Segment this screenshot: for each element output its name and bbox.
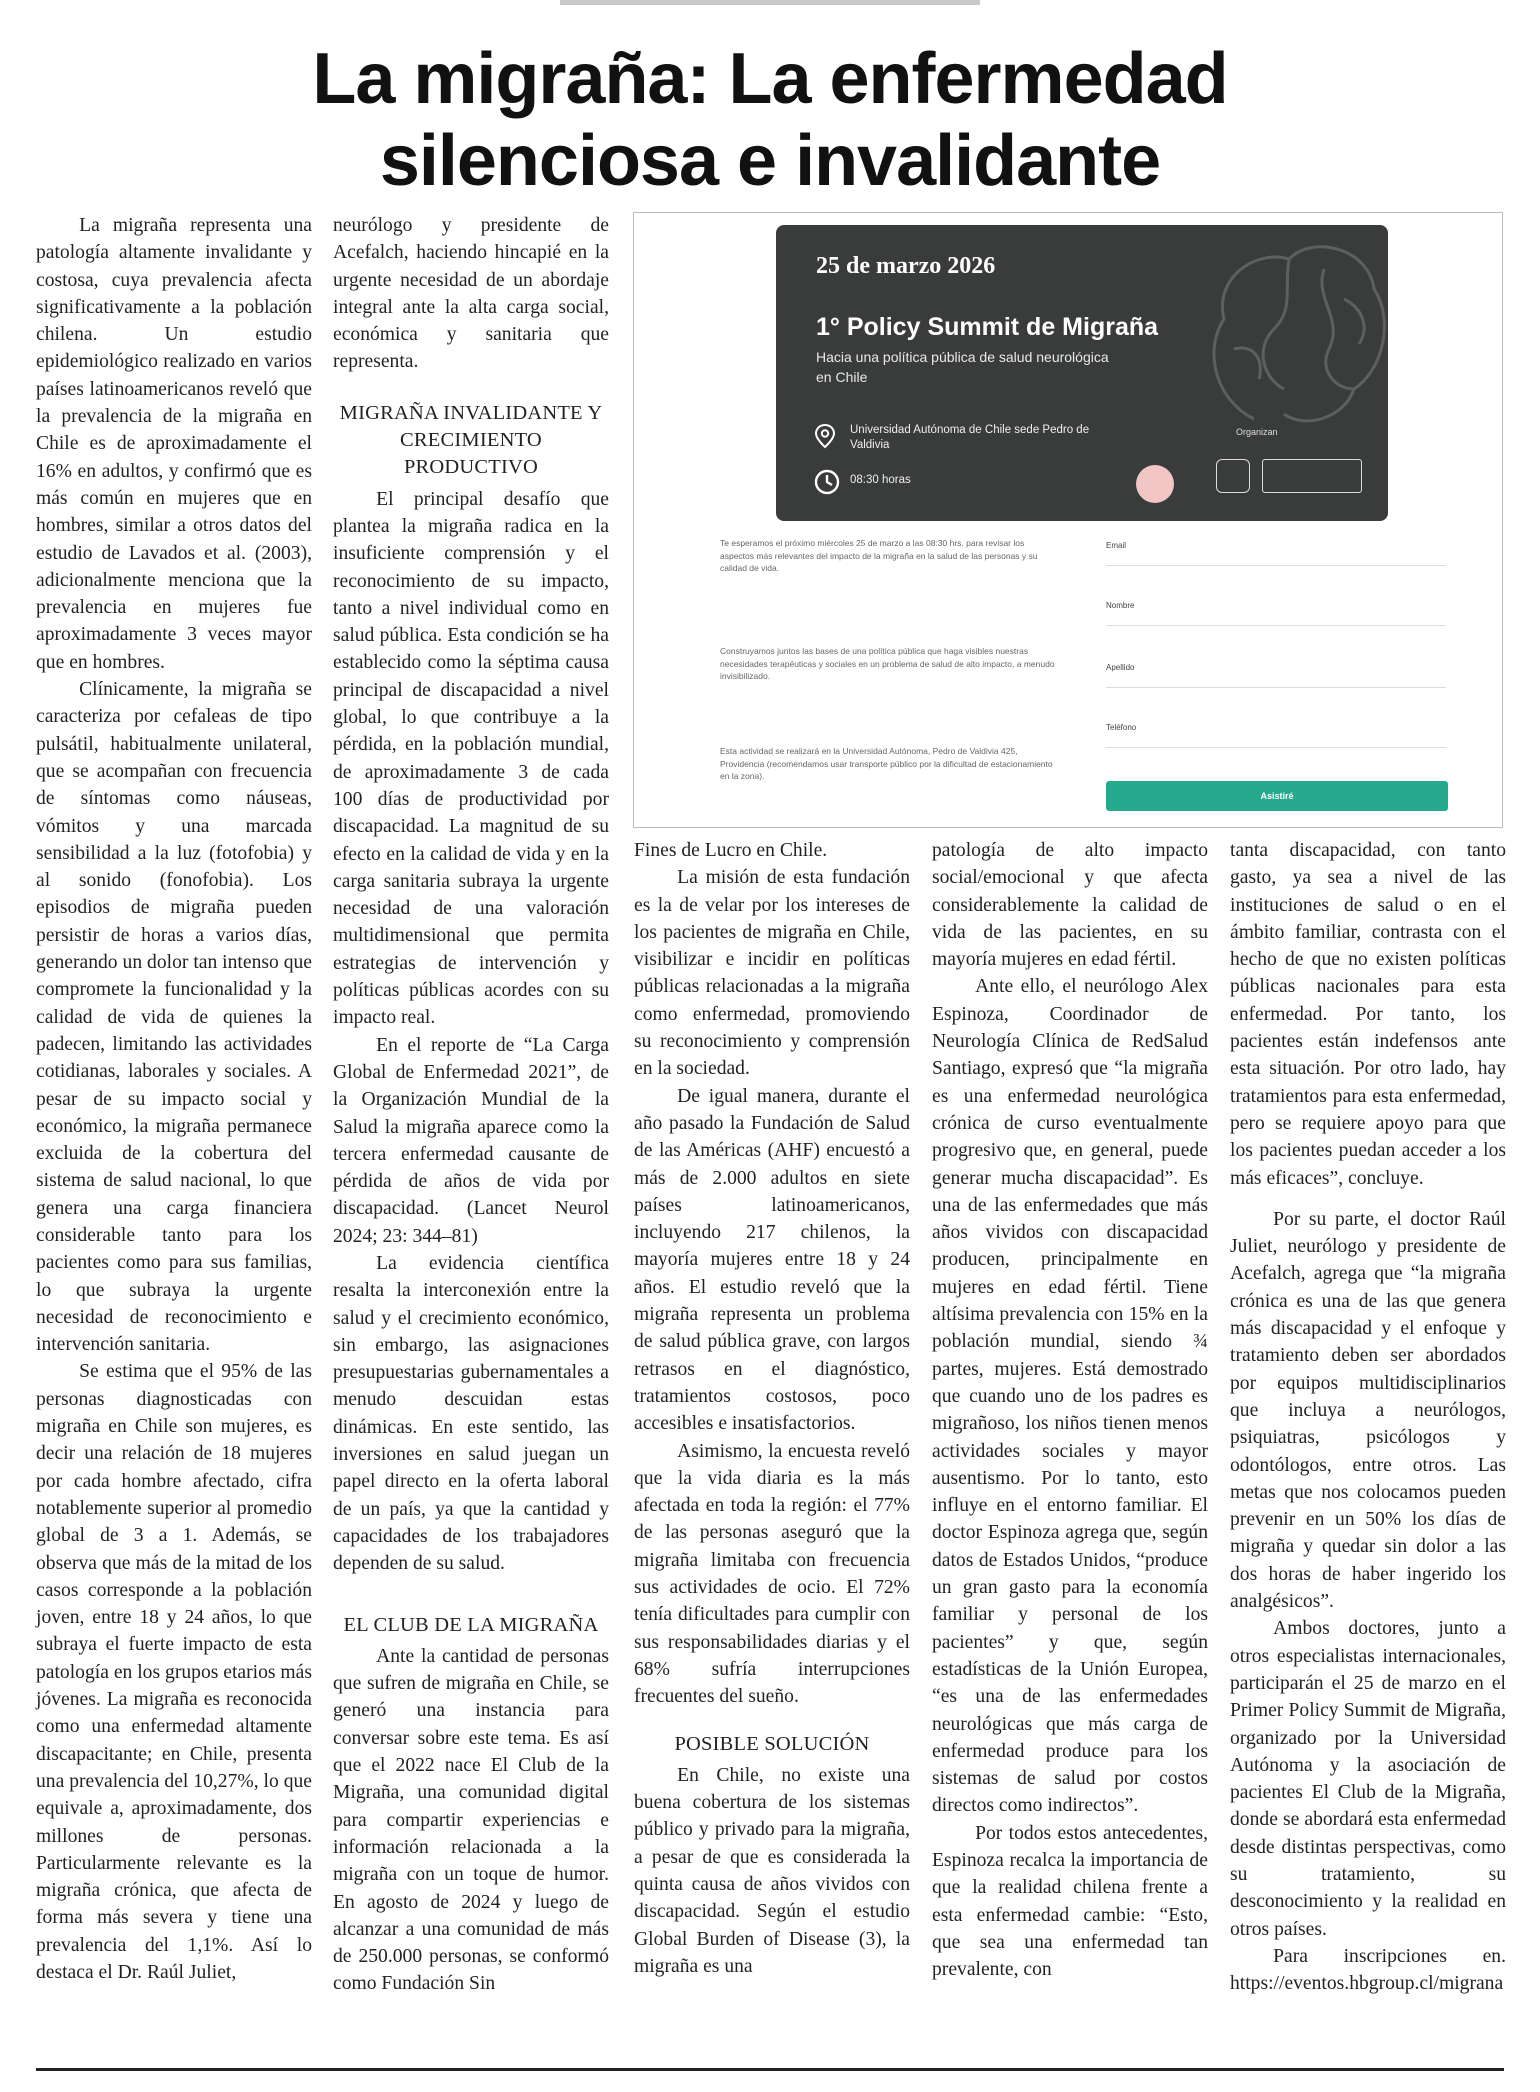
section-heading: POSIBLE SOLUCIÓN (674, 1732, 870, 1755)
paragraph: Fines de Lucro en Chile. (634, 840, 828, 861)
event-figure (633, 212, 1503, 828)
column-3 (634, 837, 910, 1980)
paragraph: neurólogo y presidente de Acefalch, haciendo hincapié en la urgente necesidad de un abordaje integral ante la alta carga social, económica y sanitaria que representa. (333, 215, 609, 373)
paragraph: El principal desafío que plantea la migraña radica en la insuficiente comprensión y el reconocimiento de su impacto, tanto a nivel individual como en salud pública. Esta condición se ha establecido como la séptima causa principal de discapacidad a nivel global, lo que contribuye a la pérdida, en la población mundial, de aproximadamente 3 de cada 100 días de productividad por discapacidad. La magnitud de su efecto en la calidad de vida y en la carga sanitaria subraya la urgente necesidad de una valoración multidimensional que permita estrategias de intervención y políticas públicas acordes con su impacto real. (333, 488, 609, 1029)
event-venue: Universidad Autónoma de Chile sede Pedro de Valdivia (850, 424, 1090, 451)
brain-icon (1194, 229, 1388, 439)
headline-line-2: silenciosa e invalidante (379, 121, 1161, 201)
column-5 (1230, 837, 1506, 1997)
form-intro-text: Te esperamos el próximo miércoles 25 de marzo a las 08:30 hrs. para revisar los aspectos más relevantes del impacto de la migraña en la salud de las personas y su calidad de vida. (720, 538, 1038, 573)
column-1 (36, 212, 312, 1986)
organizers-label: Organizan (1236, 427, 1278, 437)
paragraph: Clínicamente, la migraña se caracteriza por cefaleas de tipo pulsátil, habitualmente unilateral, que se acompañan con frecuencia de síntomas como náuseas, vómitos y una marcada sensibilidad a la luz (fotofobia) y al sonido (fonofobia). Los episodios de migraña pueden persistir de horas a varios días, generando un dolor tan intenso que compromete la funcionalidad y la calidad de vida de quienes la padecen, limitando las actividades cotidianas, laborales y sociales. A pesar de su impacto social y económico, la migraña permanece excluida de la cobertura del sistema de salud nacional, lo que genera una carga financiera considerable tanto para los pacientes como para sus familias, lo que subraya la urgente necesidad de reconocimiento e intervención sanitaria. (36, 679, 312, 1356)
university-logo (1262, 459, 1362, 493)
paragraph: patología de alto impacto social/emocional y que afecta considerablemente la calidad de vida de las pacientes, en su mayoría mujeres en edad fértil. (932, 840, 1208, 971)
paragraph: Ante la cantidad de personas que sufren de migraña en Chile, se generó una instancia para conversar sobre este tema. Es así que el 2022 nace El Club de la Migraña, una comunidad digital para compartir experiencias e información relacionada a la migraña con un toque de humor. En agosto de 2024 y luego de alcanzar a una comunidad de más de 250.000 personas, se conformó como Fundación Sin (333, 1645, 609, 1995)
form-body-text: Construyamos juntos las bases de una política pública que haga visibles nuestras necesidades terapéuticas y sociales en un problema de salud de alto impacto, a menudo invisibilizado. (720, 646, 1055, 681)
paragraph: En Chile, no existe una buena cobertura de los sistemas público y privado para la migraña, a pesar de que es considerada la quinta causa de años vividos con discapacidad. Según el estudio Global Burden of Disease (3), la migraña es una (634, 1764, 910, 1977)
paragraph: Se estima que el 95% de las personas diagnosticadas con migraña en Chile son mujeres, es decir una relación de 18 mujeres por cada hombre afectado, cifra notablemente superior al promedio global de 3 a 1. Además, se observa que más de la mitad de los casos corresponde a la población joven, entre 18 y 24 años, lo que subraya el fuerte impacto de esta patología en los grupos etarios más jóvenes. La migraña es reconocida como una enfermedad altamente discapacitante; en Chile, presenta una prevalencia del 10,27%, lo que equivale a, aproximadamente, dos millones de personas. Particularmente relevante es la migraña crónica, que afecta de forma más severa y tiene una prevalencia del 1,1%. Así lo destaca el Dr. Raúl Juliet, (36, 1361, 312, 1983)
registration-link[interactable]: Para inscripciones en. https://eventos.hbgroup.cl/migrana (1230, 1945, 1506, 1995)
location-pin-icon (814, 423, 836, 449)
paragraph: En el reporte de “La Carga Global de Enfermedad 2021”, de la Organización Mundial de la Salud la migraña aparece como la tercera enfermedad causante de pérdida de años de vida por discapacidad. (Lancet Neurol 2024; 23: 344–81) (333, 1034, 609, 1247)
paragraph: De igual manera, durante el año pasado la Fundación de Salud de las Américas (AHF) encuestó a más de 2.000 adultos en siete países latinoamericanos, incluyendo 217 chilenos, la mayoría mujeres entre 18 y 24 años. El estudio reveló que la migraña representa un problema de salud pública grave, con largos retrasos en el diagnóstico, tratamientos costosos, poco accesibles e insatisfactorios. (634, 1085, 910, 1435)
university-shield-logo (1216, 459, 1250, 493)
column-2 (333, 212, 609, 1998)
paragraph: tanta discapacidad, con tanto gasto, ya sea a nivel de las instituciones de salud o en el ámbito familiar, contrasta con el hecho de que no existen políticas públicas nacionales para esta enfermedad. Por tanto, los pacientes están indefensos ante esta situación. Por otro lado, hay tratamientos para esta enfermedad, pero se requiere apoyo para que los pacientes puedan acceder a los más eficaces”, concluye. (1230, 840, 1506, 1189)
attend-button[interactable]: Asistiré (1106, 781, 1448, 811)
paragraph: Por su parte, el doctor Raúl Juliet, neurólogo y presidente de Acefalch, agrega que “la migraña crónica es una de las que genera más discapacidad y el enfoque y tratamiento deben ser abordados por equipos multidisciplinarios que incluya a neurólogos, psiquiatras, psicólogos y odontólogos, entre otros. Las metas que nos colocamos pueden prevenir en un 50% los días de migraña y quedar sin dolor a las dos horas de haber ingerido los analgésicos”. (1230, 1208, 1506, 1613)
event-title: 1° Policy Summit de Migraña (816, 313, 1159, 341)
lastname-field[interactable] (1106, 687, 1446, 688)
bottom-rule (36, 2068, 1504, 2071)
paragraph: La evidencia científica resalta la interconexión entre la salud y el crecimiento económico, sin embargo, las asignaciones presupuestarias gubernamentales a menudo descuidan estas dinámicas. En este sentido, las inversiones en salud juegan un papel directo en la oferta laboral de un país, ya que la cantidad y capacidades de los trabajadores dependen de su salud. (333, 1252, 609, 1575)
paragraph: La migraña representa una patología altamente invalidante y costosa, cuya prevalencia afecta significativamente a la población chilena. Un estudio epidemiológico realizado en varios países latinoamericanos reveló que la prevalencia de la migraña en Chile es de aproximadamente el 16% en adultos, y confirmó que es más común en mujeres que en hombres, similar a otros datos del estudio de Lavados et al. (2003), adicionalmente menciona que la prevalencia en mujeres fue aproximadamente 3 veces mayor que en hombres. (36, 215, 312, 673)
phone-label: Teléfono (1106, 723, 1137, 732)
lastname-label: Apellido (1106, 663, 1135, 672)
email-field[interactable] (1106, 565, 1446, 566)
event-banner (776, 225, 1388, 521)
column-4 (932, 837, 1208, 1983)
name-field[interactable] (1106, 625, 1446, 626)
section-heading: EL CLUB DE LA MIGRAÑA (343, 1613, 599, 1636)
form-location-text: Esta actividad se realizará en la Universidad Autónoma, Pedro de Valdivia 425, Providencia (recomendamos usar transporte público por la dificultad de estacionamiento en la zona). (720, 746, 1053, 781)
club-migrana-logo (1136, 465, 1174, 503)
event-date: 25 de marzo 2026 (816, 253, 996, 279)
paragraph: La misión de esta fundación es la de velar por los intereses de los pacientes de migraña en Chile, visibilizar e incidir en políticas públicas relacionadas a la migraña como enfermedad, promoviendo su reconocimiento y comprensión en la sociedad. (634, 867, 910, 1080)
email-label: Email (1106, 541, 1127, 550)
event-subtitle: Hacia una política pública de salud neurológica en Chile (816, 349, 1109, 385)
event-time: 08:30 horas (850, 474, 911, 486)
paragraph: Asimismo, la encuesta reveló que la vida diaria es la más afectada en toda la región: el 77% de las personas aseguró que la migraña limitaba con frecuencia sus actividades de ocio. El 72% tenía dificultades para cumplir con sus responsabilidades diarias y el 68% sufría interrupciones frecuentes del sueño. (634, 1440, 910, 1708)
headline-line-1: La migraña: La enfermedad (312, 39, 1228, 119)
phone-field[interactable] (1106, 747, 1446, 748)
top-strip (560, 0, 980, 5)
headline (0, 38, 1540, 202)
name-label: Nombre (1106, 601, 1135, 610)
paragraph: Ante ello, el neurólogo Alex Espinoza, Coordinador de Neurología Clínica de RedSalud Santiago, expresó que “la migraña es una enfermedad neurológica crónica de curso eventualmente progresivo que, en general, puede generar mucha discapacidad”. Es una de las enfermedades que más años vividos con discapacidad producen, principalmente en mujeres en edad fértil. Tiene altísima prevalencia con 15% en la población mundial, siendo ¾ partes, mujeres. Está demostrado que cuando uno de los padres es migrañoso, los niños tienen menos actividades sociales y mayor ausentismo. Por lo tanto, esto influye en el entorno familiar. El doctor Espinoza agrega que, según datos de Estados Unidos, “produce un gran gasto para la economía familiar y personal de los pacientes” y que, según estadísticas de la Unión Europea, “es una de las enfermedades neurológicas que más carga de enfermedad produce para los sistemas de salud por costos directos como indirectos”. (932, 976, 1208, 1817)
paragraph: Ambos doctores, junto a otros especialistas internacionales, participarán el 25 de marzo en el Primer Policy Summit de Migraña, organizado por la Universidad Autónoma y la asociación de pacientes El Club de la Migraña, donde se abordará esta enfermedad desde distintas perspectivas, como su tratamiento, su desconocimiento y la realidad en otros países. (1230, 1618, 1506, 1940)
clock-icon (814, 469, 840, 495)
paragraph: Por todos estos antecedentes, Espinoza recalca la importancia de que la realidad chilena frente a esta enfermedad cambie: “Esto, que sea una enfermedad tan prevalente, con (932, 1822, 1208, 1981)
section-heading: MIGRAÑA INVALIDANTE Y CRECIMIENTO PRODUCTIVO (339, 401, 603, 479)
